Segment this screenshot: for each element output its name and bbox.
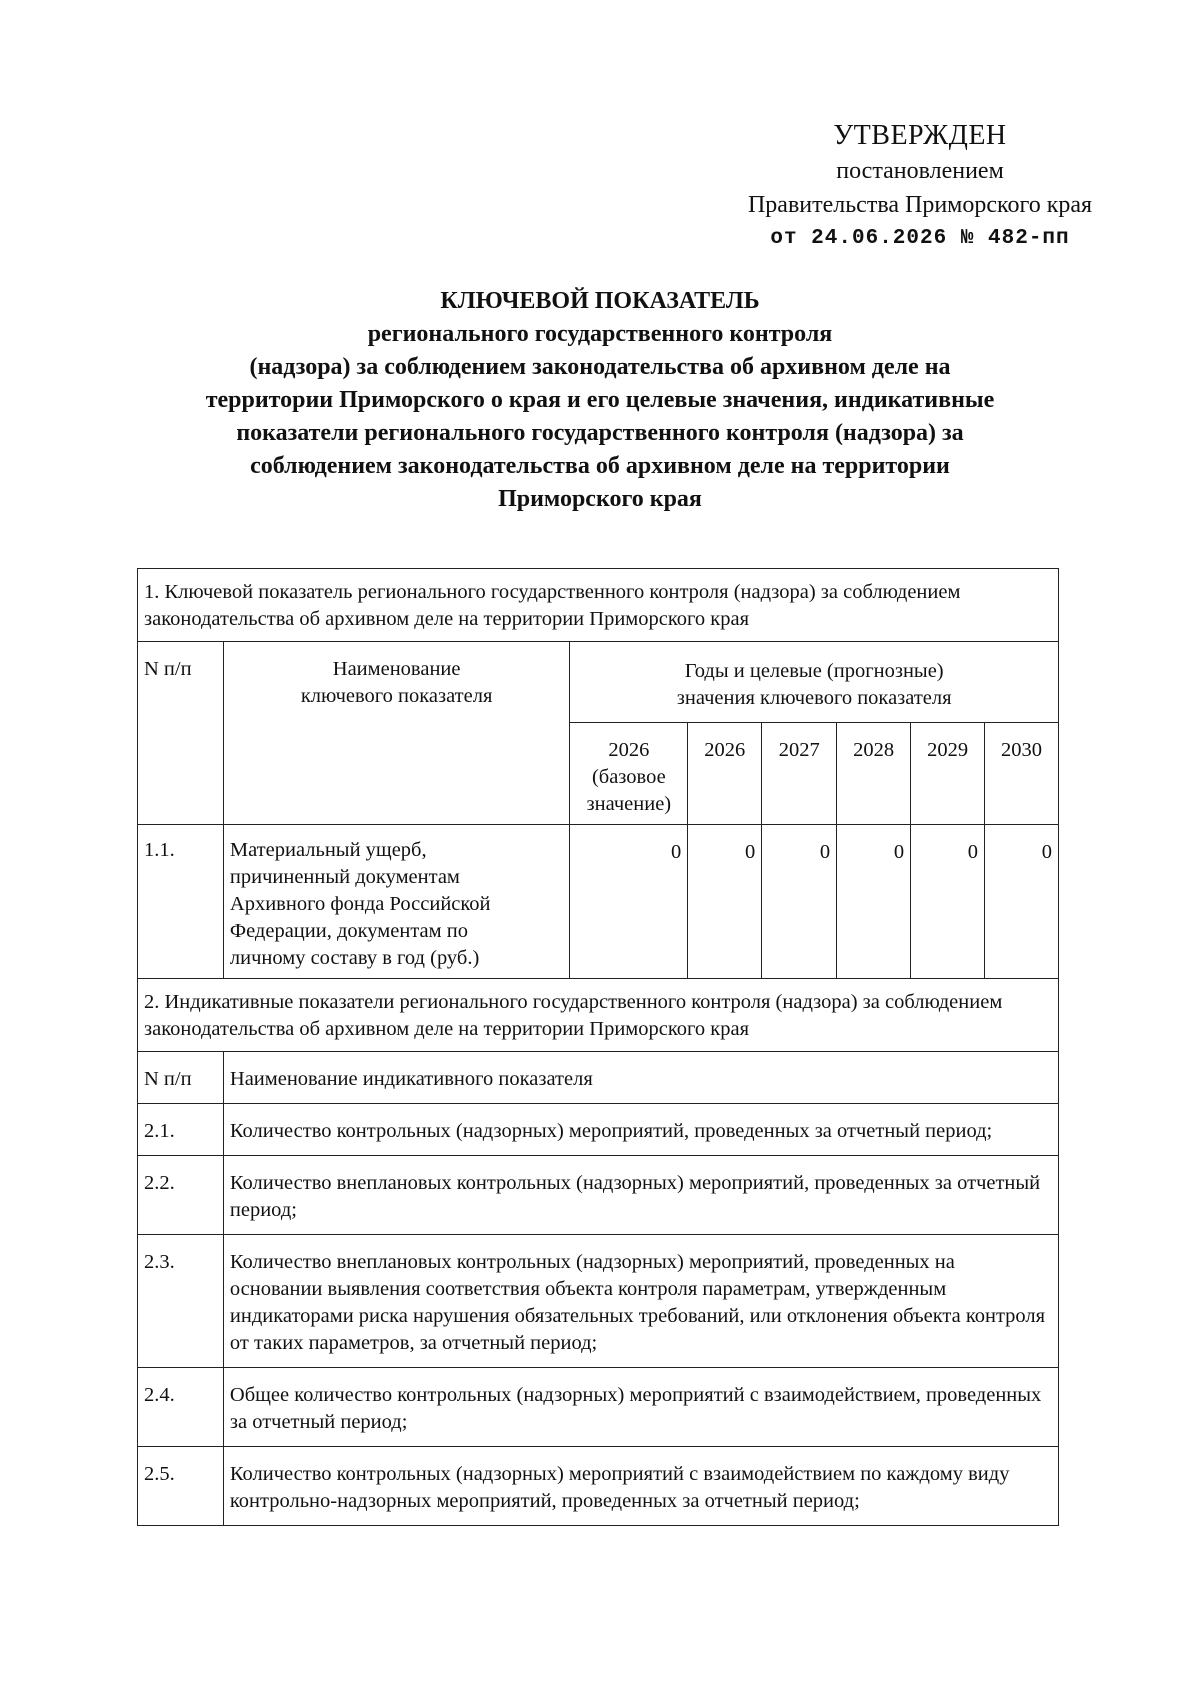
section1-heading: 1. Ключевой показатель регионального государственного контроля (надзора) за соблюдением законодательства об архивном деле на территории Приморского края [138, 569, 1059, 642]
indicators-table [137, 568, 1059, 1526]
document-title-line: (надзора) за соблюдением законодательства об архивном деле на [249, 354, 951, 380]
year-header-base [570, 723, 688, 825]
document-title-line: Приморского края [498, 486, 702, 512]
row-number: 2.3. [138, 1235, 224, 1368]
year-note: значение) [586, 793, 672, 815]
document-title-line: соблюдением законодательства об архивном деле на территории [250, 453, 950, 479]
indicator-name-line: личному составу в год (руб.) [229, 947, 480, 969]
indicator-value: 0 [911, 825, 985, 979]
table-row [138, 1368, 1059, 1447]
approval-title: УТВЕРЖДЕН [833, 120, 1007, 151]
document-title [120, 284, 1080, 516]
indicator-value: 0 [985, 825, 1059, 979]
table-row [138, 1104, 1059, 1156]
section2-col-name: Наименование индикативного показателя [223, 1052, 1058, 1104]
indicator-name-line: Архивного фонда Российской [229, 893, 491, 915]
indicator-text: Количество внеплановых контрольных (надзорных) мероприятий, проведенных на основании выявления соответствия объекта контроля параметрам, утвержденным индикаторами риска нарушения обязательных требований, или отклонения объекта контроля от таких параметров, за отчетный период; [223, 1235, 1058, 1368]
indicator-name-line: причиненный документам [229, 866, 460, 888]
row-number: 1.1. [138, 825, 224, 979]
approval-date-number: от 24.06.2026 № 482-пп [770, 227, 1070, 250]
section1-data-row [138, 825, 1059, 979]
row-number: 2.2. [138, 1156, 224, 1235]
section1-col-name-line: ключевого показателя [300, 685, 493, 707]
section1-col-years [570, 642, 1059, 723]
document-title-main: КЛЮЧЕВОЙ ПОКАЗАТЕЛЬ [440, 288, 760, 314]
approval-stamp [700, 118, 1140, 256]
table-row [138, 1235, 1059, 1368]
row-number: 2.5. [138, 1447, 224, 1526]
section2-heading: 2. Индикативные показатели регионального государственного контроля (надзора) за соблюдением законодательства об архивном деле на территории Приморского края [138, 979, 1059, 1052]
year-note: (базовое [591, 766, 666, 788]
section1-col-num: N п/п [138, 642, 224, 825]
approval-authority: Правительства Приморского края [747, 192, 1093, 218]
indicator-value: 0 [837, 825, 911, 979]
row-number: 2.1. [138, 1104, 224, 1156]
approval-by: постановлением [836, 158, 1004, 184]
indicator-text: Количество контрольных (надзорных) мероприятий, проведенных за отчетный период; [223, 1104, 1058, 1156]
section2-col-num: N п/п [138, 1052, 224, 1104]
section1-col-name-line: Наименование [332, 658, 461, 680]
section2-header-row [138, 1052, 1059, 1104]
table-row [138, 1447, 1059, 1526]
section1-col-name [223, 642, 569, 825]
document-title-line: показатели регионального государственного контроля (надзора) за [236, 420, 964, 446]
indicator-value: 0 [570, 825, 688, 979]
table-row [138, 1156, 1059, 1235]
indicator-text: Количество контрольных (надзорных) мероприятий с взаимодействием по каждому виду контрольно-надзорных мероприятий, проведенных за отчетный период; [223, 1447, 1058, 1526]
year-header: 2030 [985, 723, 1059, 825]
indicator-name-line: Федерации, документам по [229, 920, 468, 942]
section1-col-years-line: Годы и целевые (прогнозные) [684, 660, 944, 682]
row-number: 2.4. [138, 1368, 224, 1447]
year-header: 2028 [837, 723, 911, 825]
section1-header-row [138, 642, 1059, 723]
indicator-value: 0 [762, 825, 837, 979]
year-header: 2029 [911, 723, 985, 825]
section1-col-years-line: значения ключевого показателя [676, 687, 952, 709]
document-title-line: регионального государственного контроля [367, 321, 833, 347]
indicator-text: Общее количество контрольных (надзорных) мероприятий с взаимодействием, проведенных за отчетный период; [223, 1368, 1058, 1447]
section1-heading-row [138, 569, 1059, 642]
year-label: 2026 [608, 739, 650, 761]
indicator-value: 0 [688, 825, 762, 979]
document-title-line: территории Приморского о края и его целевые значения, индикативные [205, 387, 995, 413]
indicator-text: Количество внеплановых контрольных (надзорных) мероприятий, проведенных за отчетный период; [223, 1156, 1058, 1235]
year-header: 2026 [688, 723, 762, 825]
section2-heading-row [138, 979, 1059, 1052]
indicator-name [223, 825, 569, 979]
indicator-name-line: Материальный ущерб, [229, 839, 427, 861]
year-header: 2027 [762, 723, 837, 825]
